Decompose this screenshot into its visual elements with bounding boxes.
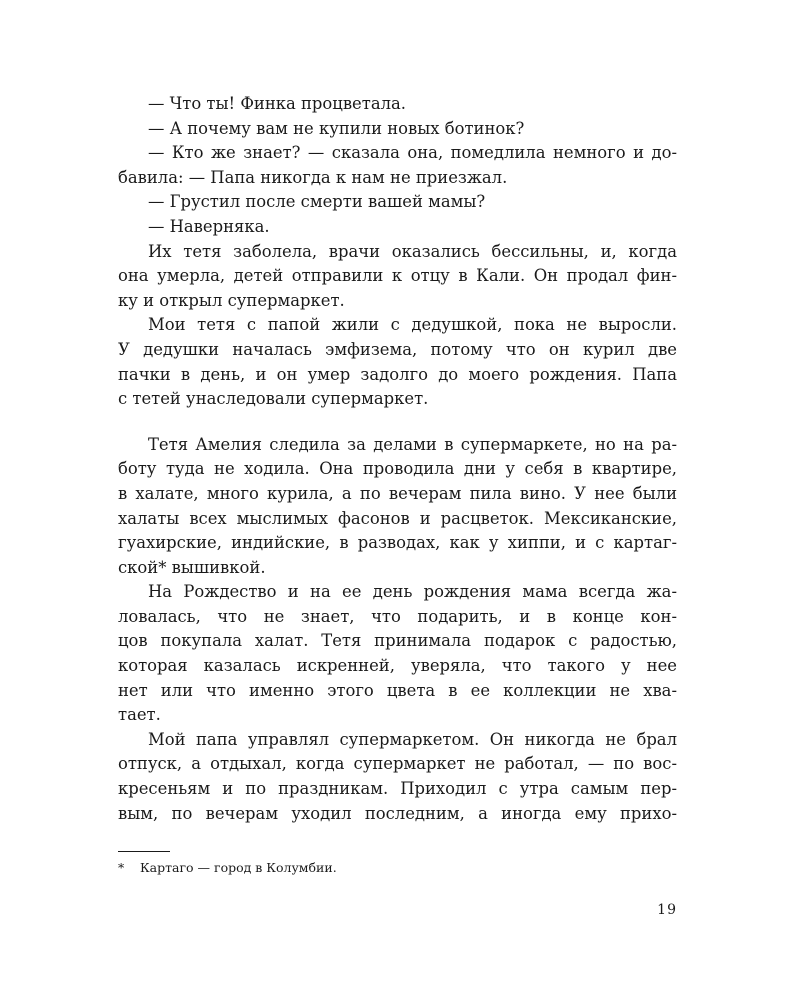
text-line: — А почему вам не купили новых ботинок? [148,118,525,138]
text-line: У дедушки началась эмфизема, потому что он курил две [118,339,677,359]
text-line: Мои тетя с папой жили с дедушкой, пока не выросли. [148,315,677,335]
text-line: с тетей унаследовали супермаркет. [118,389,429,409]
text-line: тает. [118,705,161,725]
text-section [118,92,677,412]
main-text [118,92,677,826]
footnote [118,859,677,877]
text-line: отпуск, а отдыхал, когда супермаркет не работал, — по вос- [118,754,677,774]
text-line: она умерла, детей отправили к отцу в Кали. Он продал фин- [118,266,677,286]
text-line: в халате, много курила, а по вечерам пила вино. У нее были [118,483,677,503]
text-section [118,433,677,827]
paragraph [118,580,677,728]
text-line: — Наверняка. [148,216,270,236]
text-line: боту туда не ходила. Она проводила дни у себя в квартире, [118,459,677,479]
text-line: бавила: — Папа никогда к нам не приезжал. [118,167,508,187]
paragraph [118,141,677,190]
text-line: — Грустил после смерти вашей мамы? [148,192,486,212]
paragraph [118,215,677,240]
text-line: Мой папа управлял супермаркетом. Он никогда не брал [148,729,677,749]
footnote-text: Картаго — город в Колумбии. [140,860,337,875]
text-line: Тетя Амелия следила за делами в супермаркете, но на ра- [148,434,677,454]
text-line: халаты всех мыслимых фасонов и расцветок. Мексиканские, [118,508,677,528]
text-line: ловалась, что не знает, что подарить, и в конце кон- [118,606,677,626]
paragraph [118,190,677,215]
text-line: ской* вышивкой. [118,557,266,577]
paragraph [118,433,677,581]
text-line: Их тетя заболела, врачи оказались бессильны, и, когда [148,241,677,261]
text-line: нет или что именно этого цвета в ее коллекции не хва- [118,680,677,700]
text-line: На Рождество и на ее день рождения мама всегда жа- [148,582,677,602]
text-line: ку и открыл супермаркет. [118,290,345,310]
text-line: цов покупала халат. Тетя принимала подарок с радостью, [118,631,677,651]
text-line: которая казалась искренней, уверяла, что такого у нее [118,656,677,676]
paragraph [118,117,677,142]
text-line: вым, по вечерам уходил последним, а иногда ему прихо- [118,803,677,823]
text-line: — Что ты! Финка процветала. [148,94,406,113]
paragraph [118,313,677,411]
paragraph [118,728,677,826]
text-line: гуахирские, индийские, в разводах, как у хиппи, и с картаг- [118,533,677,553]
text-line: — Кто же знает? — сказала она, помедлила немного и до- [148,143,677,163]
paragraph [118,92,677,117]
page-number: 19 [657,902,677,918]
footnote-divider [118,851,170,852]
text-line: пачки в день, и он умер задолго до моего рождения. Папа [118,364,677,384]
paragraph [118,240,677,314]
footnote-mark: * [118,860,125,875]
text-line: кресеньям и по праздникам. Приходил с утра самым пер- [118,779,677,799]
